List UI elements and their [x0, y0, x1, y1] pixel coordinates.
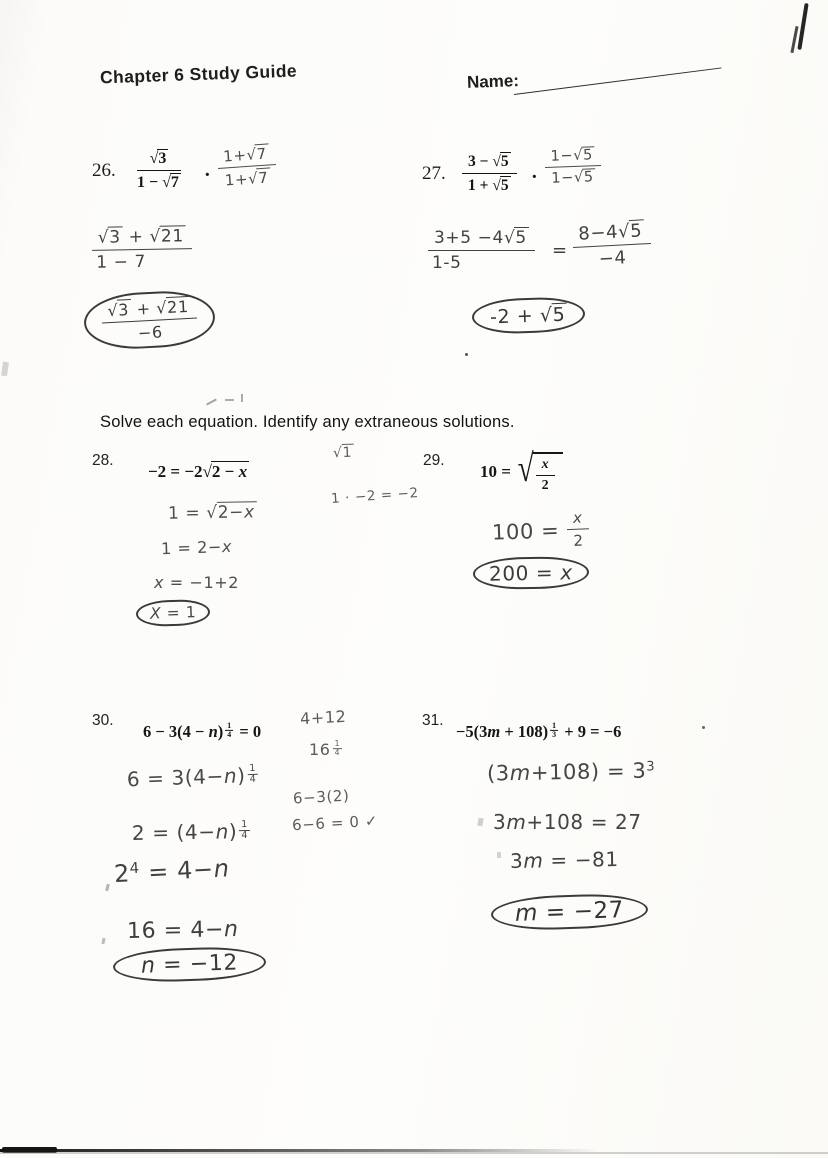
fraction-denominator: 1-5	[432, 253, 462, 273]
work-line: $(3m+108) = 3^3$	[486, 758, 656, 786]
problem-31-printed-equation: −5(3m + 108) $\frac{1}{3}$ + 9 = −6	[456, 720, 622, 741]
fraction-denominator: 2	[541, 478, 549, 493]
pencil-mark-artifact	[105, 884, 110, 892]
problem-29-work-line	[491, 508, 589, 552]
fraction-denominator: 2	[573, 531, 584, 550]
work-line: 1 = √2−x	[167, 502, 255, 524]
work-line: x = −1+2	[154, 573, 240, 592]
smudge-artifact	[1, 362, 9, 377]
problem-28-label: 28.	[92, 452, 114, 469]
instruction-text: Solve each equation. Identify any extraneous solutions.	[100, 413, 515, 431]
scan-edge-hairline	[0, 1152, 828, 1154]
fraction-numerator: 1+√7	[217, 143, 276, 169]
problem-27-handwritten-multiplier	[544, 146, 602, 187]
fraction-numerator: √3 + √21	[92, 225, 192, 251]
fraction-numerator: x	[567, 508, 589, 530]
problem-29-answer-oval: 200 = x	[473, 556, 589, 590]
problem-29-label: 29.	[423, 452, 445, 469]
problem-27-work-fraction-2	[572, 219, 652, 271]
radical	[515, 447, 562, 494]
problem-29-printed-equation	[480, 447, 563, 494]
fraction-numerator: 3+5 −4√5	[428, 227, 535, 251]
work-line: 3m = −81	[509, 847, 619, 873]
problem-28-side-note: 1 · −2 = −2	[330, 484, 420, 508]
work-line: 16 = 4−n	[126, 917, 239, 944]
work-line: 1 = 2−x	[160, 536, 233, 559]
fraction-denominator: 1−√5	[551, 169, 594, 187]
problem-28-side-note: √1	[332, 444, 353, 462]
fraction-denominator: −4	[598, 247, 628, 270]
work-line: 3m+108 = 27	[493, 810, 642, 834]
work-line: 2 = (4−n) $\frac{1}{4}$	[131, 818, 249, 846]
fraction-denominator: 1 − √7	[137, 174, 179, 191]
problem-30-printed-equation: 6 − 3(4 − n) $\frac{1}{4}$ = 0	[143, 720, 262, 741]
problem-26-printed-fraction	[137, 149, 181, 192]
problem-30-side-note: 4+12	[299, 706, 347, 729]
problem-28-printed-equation: −2 = −2√2 − x	[148, 462, 248, 481]
pencil-mark-artifact	[497, 852, 501, 858]
fraction-denominator: 1 + √5	[468, 177, 509, 194]
multiplication-dot: ·	[531, 166, 538, 188]
problem-30-side-note: 16 $\frac{1}{4}$	[309, 739, 341, 759]
problem-28-answer-oval: X = 1	[136, 599, 211, 628]
problem-27-label: 27.	[422, 163, 446, 184]
name-blank-line	[514, 67, 721, 95]
problem-27-printed-fraction	[462, 152, 517, 195]
pencil-mark-artifact	[206, 399, 217, 406]
pen-mark-artifact	[797, 3, 808, 50]
problem-26-handwritten-multiplier	[217, 143, 277, 190]
fraction-denominator: 1 − 7	[96, 251, 147, 273]
fraction-numerator: 3 − √5	[462, 152, 517, 174]
ink-dot-artifact	[465, 353, 468, 356]
problem-31-answer-oval: m = −27	[490, 892, 648, 931]
problem-26-label: 26.	[92, 160, 116, 181]
pencil-mark-artifact	[225, 399, 234, 401]
problem-27-work-fraction-1	[428, 227, 535, 273]
problem-31-label: 31.	[422, 712, 444, 729]
problem-26-work-fraction	[92, 225, 193, 273]
page-title: Chapter 6 Study Guide	[99, 60, 298, 88]
radical-sign: √	[517, 447, 534, 490]
work-line: $2^4 = 4-n$	[113, 854, 231, 889]
ink-dot-artifact	[702, 726, 705, 729]
fraction-denominator: −6	[137, 322, 164, 343]
fraction-numerator: x	[536, 457, 555, 476]
problem-30-label: 30.	[92, 712, 114, 729]
problem-30-side-note: 6−6 = 0 ✓	[291, 811, 379, 835]
work-line: 6 = 3(4−n) $\frac{1}{4}$	[126, 762, 257, 792]
name-label: Name:	[466, 71, 520, 92]
fraction-numerator: 1−√5	[544, 146, 601, 168]
fraction-numerator: 8−4√5	[572, 219, 651, 248]
fraction-numerator: √3	[137, 149, 181, 171]
problem-30-answer-oval: n = −12	[112, 945, 266, 983]
pencil-mark-artifact	[477, 818, 483, 827]
pencil-mark-artifact	[101, 938, 105, 944]
equals-sign: =	[552, 240, 568, 261]
problem-27-answer-oval: -2 + √5	[471, 296, 586, 335]
work-lhs: 100 =	[491, 517, 560, 545]
pencil-mark-artifact	[241, 394, 243, 402]
fraction-denominator: 1+√7	[224, 168, 270, 190]
fraction-numerator: √3 + √21	[101, 296, 197, 324]
problem-26-answer-oval	[83, 289, 217, 352]
multiplication-dot: ·	[204, 164, 211, 186]
equation-lhs: 10 =	[480, 461, 511, 481]
problem-30-side-note: 6−3(2)	[292, 786, 350, 808]
